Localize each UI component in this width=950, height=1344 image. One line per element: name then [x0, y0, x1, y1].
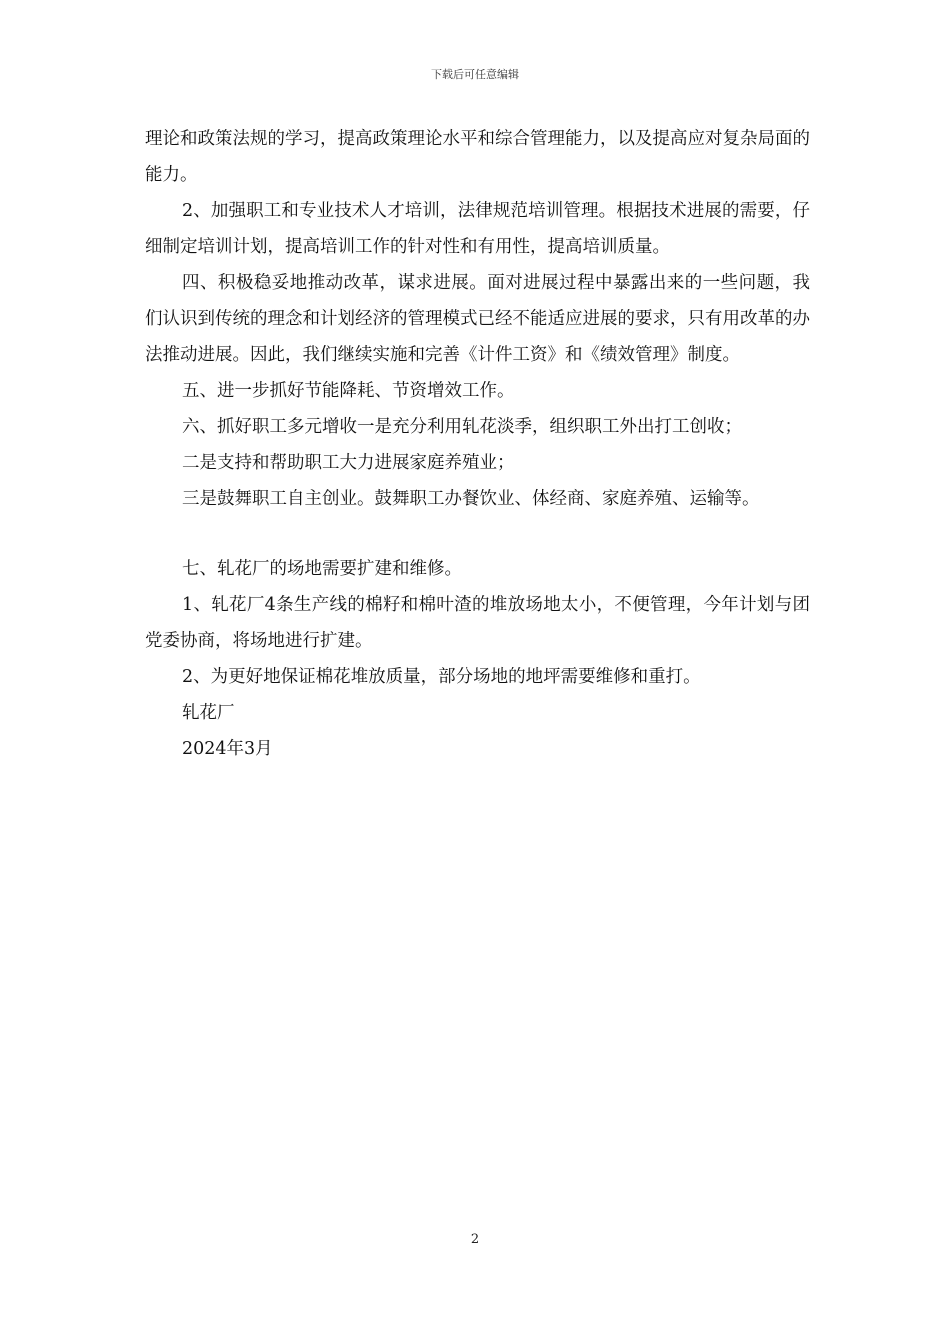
page-number: 2: [470, 1232, 480, 1247]
paragraph-reform: 四、积极稳妥地推动改革，谋求进展。面对进展过程中暴露出来的一些问题，我们认识到传统的理念和计划经济的管理模式已经不能适应进展的要求，只有用改革的办法推动进展。因此，我们继续实施和完善《计件工资》和《绩效管理》制度。: [145, 273, 810, 365]
paragraph-income-two: 二是支持和帮助职工大力进展家庭养殖业；: [182, 453, 515, 473]
signature-date: 2024年3月: [182, 739, 273, 759]
paragraph-policy-study: 理论和政策法规的学习，提高政策理论水平和综合管理能力，以及提高应对复杂局面的能力。: [145, 129, 810, 185]
paragraph-energy-saving: 五、进一步抓好节能降耗、节资增效工作。: [182, 381, 515, 401]
paragraph-site-item-two: 2、为更好地保证棉花堆放质量，部分场地的地坪需要维修和重打。: [182, 667, 701, 687]
blank-line: [145, 517, 810, 551]
paragraph-income-three: 三是鼓舞职工自主创业。鼓舞职工办餐饮业、体经商、家庭养殖、运输等。: [182, 489, 760, 509]
document-body: [145, 121, 810, 767]
paragraph-staff-training: 2、加强职工和专业技术人才培训，法律规范培训管理。根据技术进展的需要，仔细制定培训计划，提高培训工作的针对性和有用性，提高培训质量。: [145, 201, 810, 257]
page-header: 下载后可任意编辑: [431, 68, 519, 81]
paragraph-site-expansion: 七、轧花厂的场地需要扩建和维修。: [182, 559, 462, 579]
signature-organization: 轧花厂: [182, 703, 235, 723]
paragraph-site-item-one: 1、轧花厂4条生产线的棉籽和棉叶渣的堆放场地太小，不便管理，今年计划与团党委协商，将场地进行扩建。: [145, 595, 810, 651]
paragraph-income-one: 六、抓好职工多元增收一是充分利用轧花淡季，组织职工外出打工创收；: [182, 417, 742, 437]
